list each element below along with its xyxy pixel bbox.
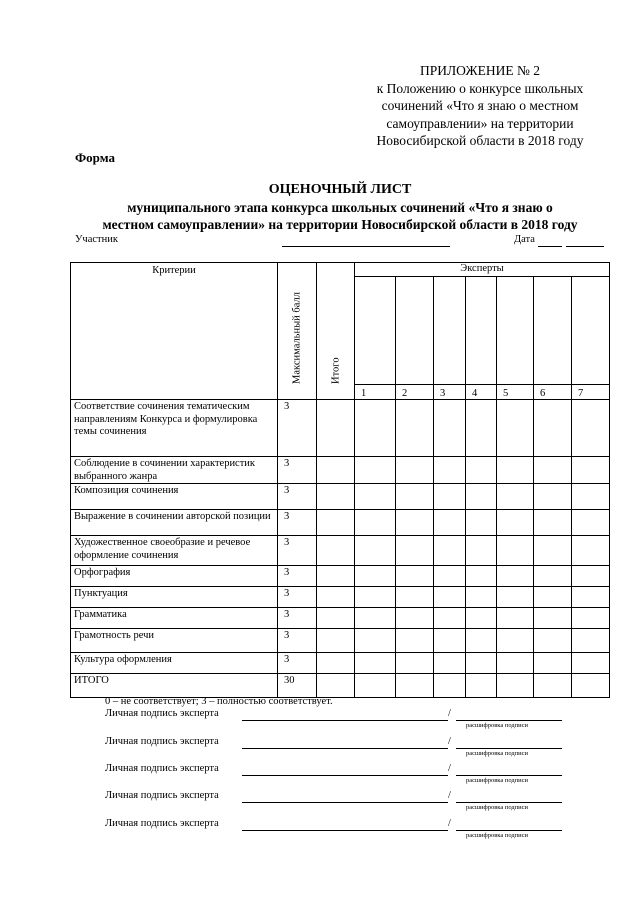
expert-score-cell[interactable] bbox=[466, 587, 497, 608]
expert-score-cell[interactable] bbox=[572, 674, 610, 698]
expert-score-cell[interactable] bbox=[355, 400, 396, 457]
table-row bbox=[71, 457, 610, 484]
expert-score-cell[interactable] bbox=[434, 400, 466, 457]
expert-score-cell[interactable] bbox=[572, 457, 610, 484]
expert-score-cell[interactable] bbox=[466, 484, 497, 510]
appendix-line: Новосибирской области в 2018 году bbox=[376, 133, 584, 148]
participant-field[interactable] bbox=[282, 246, 450, 247]
page-title: ОЦЕНОЧНЫЙ ЛИСТ bbox=[268, 182, 412, 197]
max-score-cell: 3 bbox=[278, 653, 317, 674]
expert-score-cell[interactable] bbox=[534, 587, 572, 608]
signature-slash: / bbox=[448, 736, 451, 747]
expert-column-header bbox=[534, 277, 572, 385]
signature-decode-field[interactable] bbox=[456, 802, 562, 803]
expert-score-cell[interactable] bbox=[497, 629, 534, 653]
expert-score-cell[interactable] bbox=[466, 674, 497, 698]
signature-label: Личная подпись эксперта bbox=[105, 790, 219, 801]
expert-score-cell[interactable] bbox=[396, 587, 434, 608]
criterion-cell: Художественное своеобразие и речевое оформление сочинения bbox=[71, 536, 278, 566]
expert-score-cell[interactable] bbox=[396, 653, 434, 674]
total-row bbox=[71, 674, 610, 698]
expert-score-cell[interactable] bbox=[355, 566, 396, 587]
max-score-cell: 3 bbox=[278, 587, 317, 608]
expert-score-cell[interactable] bbox=[396, 566, 434, 587]
max-score-cell: 3 bbox=[278, 536, 317, 566]
legend: 0 – не соответствует; 3 – полностью соответствует. bbox=[105, 696, 333, 707]
criterion-cell: Выражение в сочинении авторской позиции bbox=[71, 510, 278, 536]
expert-score-cell[interactable] bbox=[497, 587, 534, 608]
expert-score-cell[interactable] bbox=[355, 587, 396, 608]
expert-score-cell[interactable] bbox=[434, 653, 466, 674]
max-score-cell: 3 bbox=[278, 629, 317, 653]
table-row bbox=[71, 510, 610, 536]
expert-score-cell[interactable] bbox=[355, 674, 396, 698]
expert-score-cell[interactable] bbox=[466, 510, 497, 536]
signature-label: Личная подпись эксперта bbox=[105, 763, 219, 774]
participant-label: Участник bbox=[75, 234, 118, 245]
signature-field[interactable] bbox=[242, 720, 448, 721]
expert-score-cell[interactable] bbox=[396, 674, 434, 698]
max-score-cell: 3 bbox=[278, 608, 317, 629]
expert-score-cell[interactable] bbox=[434, 587, 466, 608]
signature-decode-field[interactable] bbox=[456, 720, 562, 721]
table-row bbox=[71, 566, 610, 587]
expert-score-cell[interactable] bbox=[355, 608, 396, 629]
expert-score-cell[interactable] bbox=[497, 457, 534, 484]
max-score-cell: 3 bbox=[278, 457, 317, 484]
expert-score-cell[interactable] bbox=[497, 536, 534, 566]
max-score-cell: 3 bbox=[278, 400, 317, 457]
total-score-cell[interactable] bbox=[317, 653, 355, 674]
expert-score-cell[interactable] bbox=[497, 608, 534, 629]
criterion-cell: Соответствие сочинения тематическим направлениям Конкурса и формулировка темы сочинения bbox=[71, 400, 278, 457]
expert-score-cell[interactable] bbox=[497, 484, 534, 510]
expert-score-cell[interactable] bbox=[572, 608, 610, 629]
expert-number: 2 bbox=[396, 385, 434, 400]
expert-score-cell[interactable] bbox=[355, 510, 396, 536]
appendix-header bbox=[350, 62, 610, 150]
max-score-cell: 30 bbox=[278, 674, 317, 698]
expert-column-header bbox=[572, 277, 610, 385]
total-label: ИТОГО bbox=[71, 674, 278, 698]
signature-decode-label: расшифровка подписи bbox=[466, 722, 529, 729]
expert-column-header bbox=[396, 277, 434, 385]
expert-score-cell[interactable] bbox=[534, 484, 572, 510]
expert-score-cell[interactable] bbox=[434, 484, 466, 510]
total-score-cell[interactable] bbox=[317, 566, 355, 587]
expert-score-cell[interactable] bbox=[497, 674, 534, 698]
expert-score-cell[interactable] bbox=[534, 536, 572, 566]
signature-field[interactable] bbox=[242, 775, 448, 776]
expert-score-cell[interactable] bbox=[497, 400, 534, 457]
total-score-cell[interactable] bbox=[317, 629, 355, 653]
criterion-cell: Композиция сочинения bbox=[71, 484, 278, 510]
subtitle-line: местном самоуправлении» на территории Новосибирской области в 2018 году bbox=[102, 216, 578, 232]
table-row bbox=[71, 400, 610, 457]
expert-score-cell[interactable] bbox=[572, 653, 610, 674]
expert-score-cell[interactable] bbox=[396, 484, 434, 510]
expert-score-cell[interactable] bbox=[466, 653, 497, 674]
expert-score-cell[interactable] bbox=[497, 510, 534, 536]
date-field-day[interactable] bbox=[538, 246, 562, 247]
expert-column-header bbox=[355, 277, 396, 385]
total-score-cell[interactable] bbox=[317, 536, 355, 566]
expert-score-cell[interactable] bbox=[534, 608, 572, 629]
signature-decode-label: расшифровка подписи bbox=[466, 832, 529, 839]
expert-column-header bbox=[434, 277, 466, 385]
expert-score-cell[interactable] bbox=[534, 457, 572, 484]
table-row bbox=[71, 484, 610, 510]
expert-score-cell[interactable] bbox=[466, 457, 497, 484]
criterion-cell: Пунктуация bbox=[71, 587, 278, 608]
page-subtitle bbox=[70, 200, 610, 233]
expert-score-cell[interactable] bbox=[572, 587, 610, 608]
expert-score-cell[interactable] bbox=[396, 400, 434, 457]
table-row bbox=[71, 536, 610, 566]
table-row bbox=[71, 653, 610, 674]
signature-field[interactable] bbox=[242, 830, 448, 831]
max-score-cell: 3 bbox=[278, 484, 317, 510]
expert-score-cell[interactable] bbox=[355, 457, 396, 484]
expert-score-cell[interactable] bbox=[396, 629, 434, 653]
signature-decode-field[interactable] bbox=[456, 775, 562, 776]
expert-score-cell[interactable] bbox=[534, 400, 572, 457]
expert-score-cell[interactable] bbox=[434, 457, 466, 484]
expert-score-cell[interactable] bbox=[534, 566, 572, 587]
expert-score-cell[interactable] bbox=[434, 510, 466, 536]
expert-score-cell[interactable] bbox=[434, 536, 466, 566]
expert-score-cell[interactable] bbox=[466, 629, 497, 653]
criterion-cell: Грамотность речи bbox=[71, 629, 278, 653]
signature-decode-label: расшифровка подписи bbox=[466, 804, 529, 811]
total-score-cell[interactable] bbox=[317, 484, 355, 510]
expert-score-cell[interactable] bbox=[396, 457, 434, 484]
subtitle-line: муниципального этапа конкурса школьных сочинений «Что я знаю о bbox=[127, 200, 553, 215]
expert-score-cell[interactable] bbox=[434, 608, 466, 629]
total-score-cell[interactable] bbox=[317, 587, 355, 608]
signature-label: Личная подпись эксперта bbox=[105, 708, 219, 719]
total-header: Итого bbox=[317, 263, 355, 400]
expert-score-cell[interactable] bbox=[534, 510, 572, 536]
expert-score-cell[interactable] bbox=[572, 484, 610, 510]
expert-score-cell[interactable] bbox=[572, 400, 610, 457]
expert-score-cell[interactable] bbox=[572, 566, 610, 587]
criterion-cell: Орфография bbox=[71, 566, 278, 587]
table-row bbox=[71, 608, 610, 629]
expert-score-cell[interactable] bbox=[434, 566, 466, 587]
expert-score-cell[interactable] bbox=[534, 674, 572, 698]
date-field-year[interactable] bbox=[566, 246, 604, 247]
max-score-cell: 3 bbox=[278, 566, 317, 587]
signature-label: Личная подпись эксперта bbox=[105, 818, 219, 829]
expert-column-header bbox=[497, 277, 534, 385]
total-score-cell[interactable] bbox=[317, 510, 355, 536]
expert-number: 6 bbox=[534, 385, 572, 400]
signature-decode-field[interactable] bbox=[456, 830, 562, 831]
criterion-cell: Культура оформления bbox=[71, 653, 278, 674]
signature-field[interactable] bbox=[242, 748, 448, 749]
appendix-line: самоуправлении» на территории bbox=[386, 115, 574, 131]
signature-decode-field[interactable] bbox=[456, 748, 562, 749]
expert-score-cell[interactable] bbox=[396, 510, 434, 536]
table-row bbox=[71, 629, 610, 653]
total-score-cell[interactable] bbox=[317, 457, 355, 484]
expert-score-cell[interactable] bbox=[466, 400, 497, 457]
expert-score-cell[interactable] bbox=[497, 566, 534, 587]
expert-score-cell[interactable] bbox=[534, 653, 572, 674]
expert-score-cell[interactable] bbox=[434, 674, 466, 698]
expert-score-cell[interactable] bbox=[396, 608, 434, 629]
signature-decode-label: расшифровка подписи bbox=[466, 750, 529, 757]
expert-score-cell[interactable] bbox=[355, 629, 396, 653]
expert-score-cell[interactable] bbox=[466, 536, 497, 566]
expert-number: 5 bbox=[497, 385, 534, 400]
expert-score-cell[interactable] bbox=[434, 629, 466, 653]
expert-score-cell[interactable] bbox=[466, 566, 497, 587]
expert-score-cell[interactable] bbox=[572, 536, 610, 566]
signature-slash: / bbox=[448, 763, 451, 774]
expert-number: 7 bbox=[572, 385, 610, 400]
date-label: Дата bbox=[514, 234, 535, 245]
total-score-cell[interactable] bbox=[317, 674, 355, 698]
expert-number: 1 bbox=[355, 385, 396, 400]
total-score-cell[interactable] bbox=[317, 608, 355, 629]
expert-score-cell[interactable] bbox=[497, 653, 534, 674]
signature-slash: / bbox=[448, 708, 451, 719]
table-row bbox=[71, 587, 610, 608]
max-score-header: Максимальный балл bbox=[278, 263, 317, 400]
max-score-cell: 3 bbox=[278, 510, 317, 536]
expert-score-cell[interactable] bbox=[396, 536, 434, 566]
signature-slash: / bbox=[448, 818, 451, 829]
expert-score-cell[interactable] bbox=[355, 653, 396, 674]
expert-score-cell[interactable] bbox=[534, 629, 572, 653]
expert-number: 4 bbox=[466, 385, 497, 400]
expert-score-cell[interactable] bbox=[572, 629, 610, 653]
appendix-line: сочинений «Что я знаю о местном bbox=[381, 98, 579, 113]
signature-decode-label: расшифровка подписи bbox=[466, 777, 529, 784]
criterion-cell: Грамматика bbox=[71, 608, 278, 629]
total-score-cell[interactable] bbox=[317, 400, 355, 457]
expert-score-cell[interactable] bbox=[466, 608, 497, 629]
expert-score-cell[interactable] bbox=[572, 510, 610, 536]
signature-slash: / bbox=[448, 790, 451, 801]
evaluation-table bbox=[70, 262, 610, 698]
appendix-line: ПРИЛОЖЕНИЕ № 2 bbox=[419, 63, 541, 78]
expert-number: 3 bbox=[434, 385, 466, 400]
form-label: Форма bbox=[75, 150, 115, 165]
signature-label: Личная подпись эксперта bbox=[105, 736, 219, 747]
expert-score-cell[interactable] bbox=[355, 484, 396, 510]
expert-score-cell[interactable] bbox=[355, 536, 396, 566]
expert-column-header bbox=[466, 277, 497, 385]
signature-field[interactable] bbox=[242, 802, 448, 803]
criterion-cell: Соблюдение в сочинении характеристик выбранного жанра bbox=[71, 457, 278, 484]
experts-header: Эксперты bbox=[355, 263, 610, 277]
criteria-header: Критерии bbox=[71, 263, 278, 400]
appendix-line: к Положению о конкурсе школьных bbox=[376, 80, 584, 96]
